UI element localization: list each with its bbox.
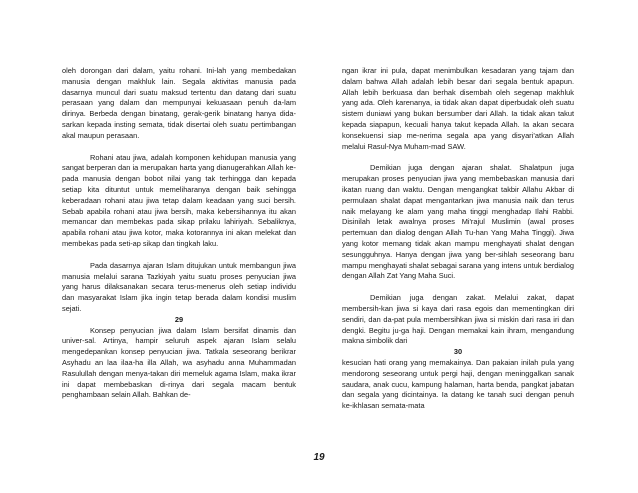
paragraph: ngan ikrar ini pula, dapat menimbulkan kesadaran yang tajam dan dalam bahwa Allah adalah lebih besar dari segala bentuk apapun. Allah lebih berkuasa dan berhak disembah oleh segenap makhluk yang ada. Oleh karenanya, ia tidak akan dapat diperbudak oleh suatu sistem duniawi yang bukan bersumber dari Allah. Ia tidak akan takut kepada siapapun, kecuali hanya takut kepada Allah. Ia akan secara konsekuensi siap me-nerima segala apa yang disyari’atkan Allah melalui Rasul-Nya Muham-mad SAW.	[342, 66, 574, 151]
paragraph: Demikian juga dengan ajaran shalat. Shalatpun juga merupakan proses penyucian jiwa yang membebaskan manusia dari ikatan ruang dan waktu. Dengan mengangkat takbir Allahu Akbar di permulaan shalat dapat mengantarkan jiwa manusia naik dan terus naik melayang ke alam yang maha tinggi menghadap Ilahi Rabbi. Disinilah letak awalnya proses Mi'rajul Muslimin (awal proses pertemuan dan dialog dengan Allah Tu-han Yang Maha Tinggi). Jiwa yang kotor memang tidak akan mampu menghayati shalat dengan sesungguhnya. Hanya dengan jiwa yang ber-sihlah seseorang baru mampu menghayati shalat sebagai sarana yang intens untuk berdialog dengan Allah Zat Yang Maha Suci.	[342, 163, 574, 281]
paragraph: kesucian hati orang yang memakainya. Dan pakaian inilah pula yang mendorong seseorang untuk pergi haji, dengan meninggalkan sanak saudara, anak cucu, kampung halaman, harta benda, pangkat jabatan dan segala yang dicintainya. Ia datang ke tanah suci dengan penuh ke-ikhlasan semata-mata	[342, 357, 574, 411]
page-number: 19	[313, 452, 325, 463]
paragraph: Demikian juga dengan zakat. Melalui zakat, dapat membersih-kan jiwa si kaya dari rasa egois dan mementingkan diri sendiri, dan da-pat pula membersihkan jiwa si miskin dari rasa iri dan dengki. Begitu ju-ga haji. Dengan memakai kain ihram, mengandung makna simbolik dari	[342, 293, 574, 346]
paragraph: Konsep penyucian jiwa dalam Islam bersifat dinamis dan univer-sal. Artinya, hampir seluruh aspek ajaran Islam selalu mengedepankan konsep penyucian jiwa. Tatkala seseorang berikrar Asyhadu an laa ilaa-ha illa Allah, wa asyhadu anna Muhammadan Rasulullah dengan menya-takan diri memeluk agama Islam, maka ikrar ini dapat membebaskan di-rinya dari segala macam bentuk penghambaan selain Allah. Bahkan de-	[62, 325, 296, 400]
right-column	[342, 66, 574, 412]
paragraph: Pada dasarnya ajaran Islam ditujukan untuk membangun jiwa manusia melalui sarana Tazkiyah yaitu suatu proses penyucian jiwa yang harus dilaksanakan secara terus-menerus oleh setiap individu dan masyarakat Islam jika ingin tetap berada dalam kondisi muslim sejati.	[62, 260, 296, 313]
footnote-marker: 30	[453, 347, 463, 357]
left-column	[62, 66, 296, 401]
paragraph: oleh dorongan dari dalam, yaitu rohani. Ini-lah yang membedakan manusia dengan makhluk lain. Segala aktivitas manusia pada dasarnya muncul dari suatu maksud tertentu dan datang dari suatu perasaan yang dalam dan mempunyai kekuasaan penuh da-lam dirinya. Berbeda dengan binatang, gerak-gerik binatang hanya dida-sarkan kepada insting semata, tidak disertai oleh suatu pertimbangan akal maupun perasaan.	[62, 66, 296, 140]
footnote-marker: 29	[174, 314, 184, 324]
paragraph: Rohani atau jiwa, adalah komponen kehidupan manusia yang sangat berperan dan ia merupakan harta yang dianugerahkan Allah ke-pada manusia dengan bobot nilai yang tak terhingga dan kepada setiap kita dituntut untuk memeliharanya dengan baik sehingga keberadaan rohani atau jiwa tetap dalam keadaan yang suci bersih. Sebab apabila rohani atau jiwa bersih, maka kebersihannya itu akan memancar dan membekas pada sikap prilaku lahiriyah. Sebaliknya, apabila rohani atau jiwa kotor, maka kotorannya ini akan melekat dan membekas pada seti-ap sikap dan tingkah laku.	[62, 152, 296, 248]
